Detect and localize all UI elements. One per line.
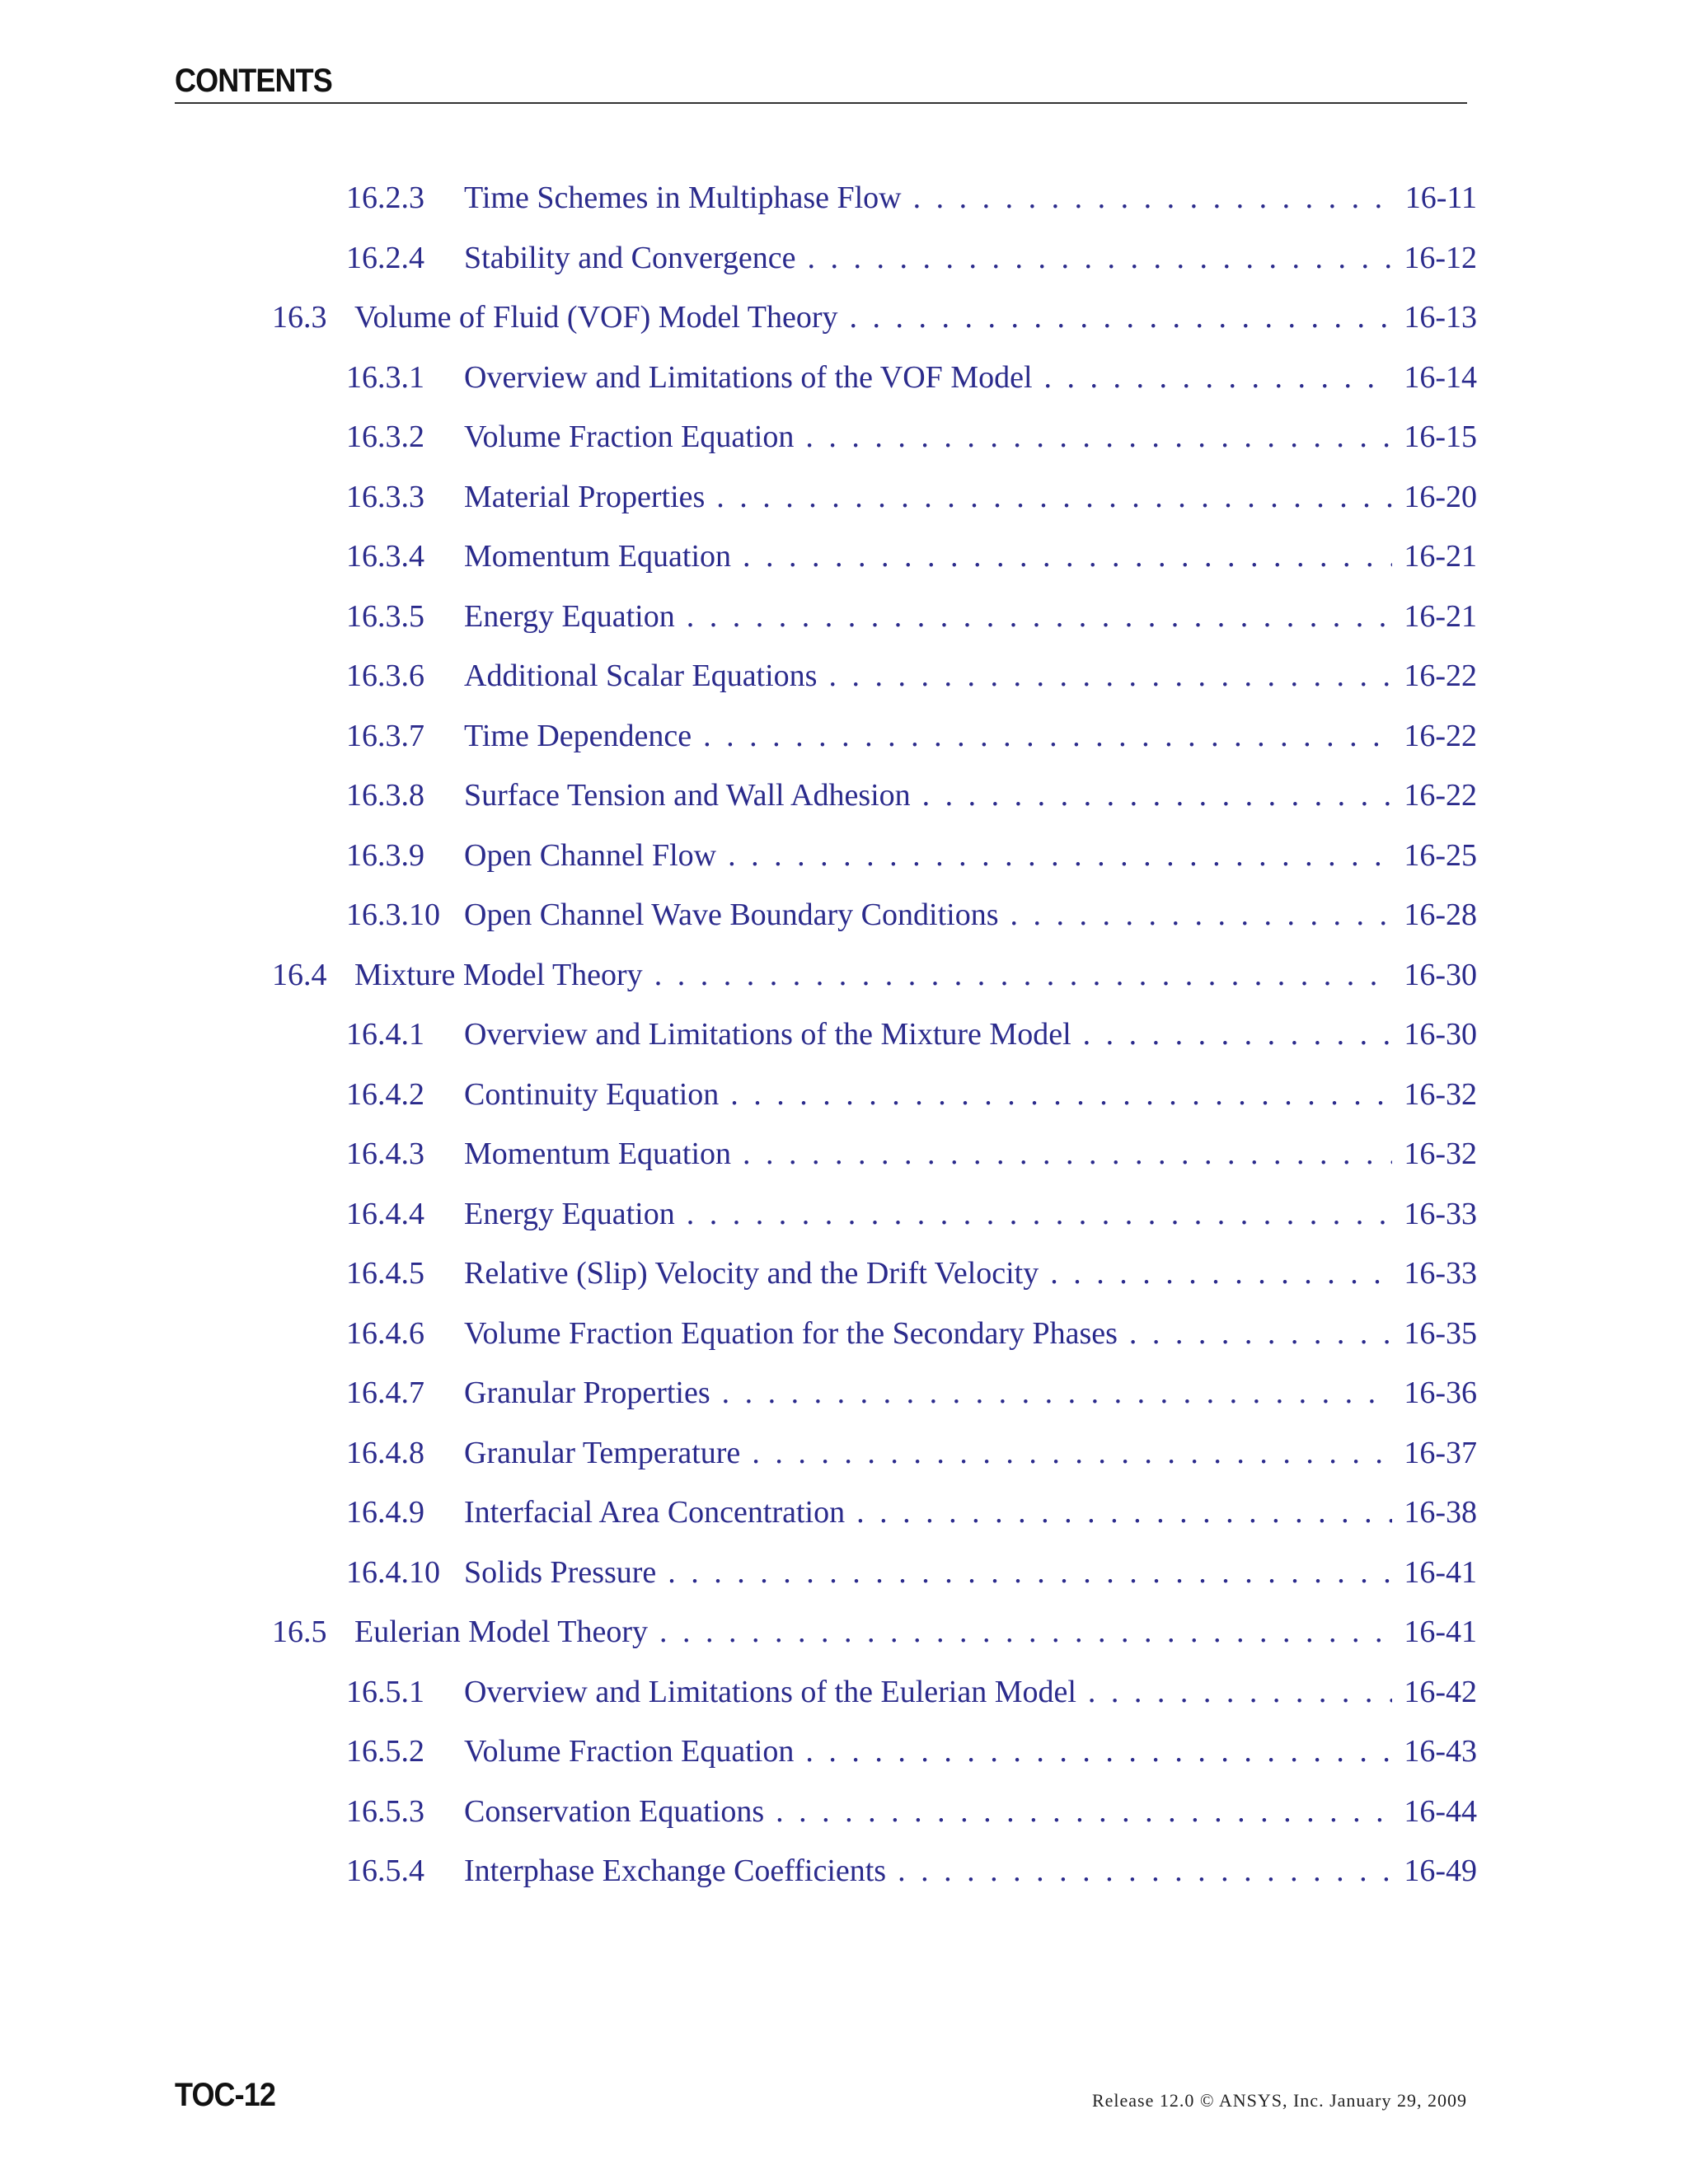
toc-entry-page[interactable]: 16-41 [1404,1615,1477,1649]
toc-entry-title[interactable]: Additional Scalar Equations [464,658,818,693]
toc-entry-page[interactable]: 16-33 [1404,1256,1477,1291]
toc-dot-leader [807,233,1392,283]
toc-entry-title[interactable]: Granular Properties [464,1376,710,1410]
toc-entry[interactable] [346,353,1477,402]
toc-entry-number: 16.4.5 [346,1256,424,1291]
toc-dot-leader [805,412,1392,462]
toc-entry-page[interactable]: 16-32 [1404,1137,1477,1171]
toc-entry-number: 16.4.2 [346,1076,424,1112]
toc-entry-number: 16.4.9 [346,1495,424,1530]
toc-entry[interactable] [346,890,1477,940]
toc-dot-leader [687,1189,1392,1239]
toc-entry-page[interactable]: 16-30 [1404,1017,1477,1052]
toc-dot-leader [687,592,1392,641]
toc-entry-number: 16.3.7 [346,718,424,753]
toc-entry-number: 16.3.5 [346,598,424,634]
toc-entry-number: 16.3 [272,300,327,335]
toc-entry-title[interactable]: Granular Temperature [464,1435,741,1470]
toc-dot-leader [716,472,1392,522]
toc-entry[interactable] [346,831,1477,880]
toc-entry-page[interactable]: 16-28 [1404,898,1477,932]
toc-dot-leader [898,1846,1392,1896]
toc-dot-leader [856,1488,1392,1537]
toc-entry-title[interactable]: Volume Fraction Equation [464,1734,795,1769]
toc-entry-page[interactable]: 16-15 [1404,419,1477,454]
toc-entry-page[interactable]: 16-41 [1404,1554,1477,1590]
toc-entry-number: 16.5.3 [346,1793,424,1829]
toc-entry-title[interactable]: Overview and Limitations of the Eulerian Model [464,1674,1076,1709]
toc-entry[interactable] [346,651,1477,701]
toc-entry-title[interactable]: Volume Fraction Equation for the Secondary Phases [464,1315,1118,1351]
toc-dot-leader [703,711,1392,761]
toc-entry[interactable] [346,233,1477,283]
toc-dot-leader [913,173,1392,223]
toc-dot-leader [1010,890,1393,940]
toc-entry-number: 16.2.3 [346,180,424,215]
toc-entry-page[interactable]: 16-22 [1404,778,1477,813]
footer-release-note: Release 12.0 © ANSYS, Inc. January 29, 2009 [1091,2090,1467,2111]
toc-entry-title[interactable]: Overview and Limitations of the VOF Model [464,359,1033,395]
toc-dot-leader [850,293,1392,342]
toc-entry-page[interactable]: 16-22 [1404,718,1477,753]
toc-entry[interactable] [346,1488,1477,1537]
footer-page-label: TOC-12 [175,2077,275,2113]
toc-entry-title[interactable]: Open Channel Wave Boundary Conditions [464,898,999,932]
toc-entry-page[interactable]: 16-14 [1404,359,1477,395]
toc-entry[interactable] [346,711,1477,761]
toc-entry-page[interactable]: 16-38 [1404,1495,1477,1530]
toc-dot-leader [1129,1309,1392,1358]
toc-entry[interactable] [346,1249,1477,1298]
toc-entry-page[interactable]: 16-35 [1404,1315,1477,1351]
toc-entry-number: 16.3.9 [346,837,424,873]
toc-entry[interactable] [346,532,1477,581]
toc-entry-page[interactable]: 16-13 [1404,300,1477,335]
toc-entry-number: 16.5 [272,1615,327,1649]
toc-entry-number: 16.3.3 [346,479,424,514]
toc-entry-title[interactable]: Time Dependence [464,718,692,753]
toc-entry[interactable] [346,173,1477,223]
toc-entry[interactable] [346,771,1477,820]
toc-entry-title[interactable]: Overview and Limitations of the Mixture Model [464,1017,1071,1052]
toc-entry-number: 16.4 [272,957,327,992]
header-rule [175,102,1467,104]
toc-entry-page[interactable]: 16-36 [1404,1376,1477,1410]
toc-dot-leader [659,1607,1392,1657]
toc-entry-number: 16.4.8 [346,1435,424,1470]
toc-entry-title[interactable]: Eulerian Model Theory [354,1615,648,1649]
toc-entry-title[interactable]: Momentum Equation [464,539,732,574]
toc-entry-page[interactable]: 16-33 [1404,1196,1477,1231]
toc-entry[interactable] [346,1309,1477,1358]
toc-entry[interactable] [272,950,1477,1000]
toc-entry-page[interactable]: 16-49 [1404,1854,1477,1888]
toc-entry-title[interactable]: Energy Equation [464,1196,675,1231]
toc-entry-title[interactable]: Open Channel Flow [464,837,717,873]
toc-entry-number: 16.3.4 [346,539,424,574]
toc-entry-number: 16.4.7 [346,1376,424,1410]
toc-dot-leader [1088,1667,1392,1717]
toc-entry-page[interactable]: 16-43 [1404,1734,1477,1769]
toc-entry-page[interactable]: 16-22 [1404,658,1477,693]
toc-entry-number: 16.3.8 [346,778,424,813]
toc-dot-leader [728,831,1392,880]
toc-entry-page[interactable]: 16-21 [1404,598,1477,634]
toc-entry-page[interactable]: 16-20 [1404,479,1477,514]
toc-dot-leader [1050,1249,1392,1298]
toc-entry-title[interactable]: Volume Fraction Equation [464,419,795,454]
toc-entry-title[interactable]: Interphase Exchange Coefficients [464,1854,887,1888]
toc-entry-title[interactable]: Time Schemes in Multiphase Flow [464,180,902,215]
toc-entry-title[interactable]: Volume of Fluid (VOF) Model Theory [354,300,838,335]
toc-dot-leader [752,1428,1392,1478]
toc-entry[interactable] [346,592,1477,641]
toc-entry-number: 16.4.3 [346,1137,424,1171]
toc-dot-leader [828,651,1392,701]
toc-entry-title[interactable]: Relative (Slip) Velocity and the Drift Velocity [464,1256,1039,1291]
toc-entry-page[interactable]: 16-44 [1404,1793,1477,1829]
toc-entry-number: 16.4.1 [346,1017,424,1052]
toc-entry-number: 16.5.4 [346,1854,424,1888]
toc-dot-leader [654,950,1392,1000]
toc-dot-leader [668,1548,1392,1597]
toc-entry[interactable] [346,1727,1477,1776]
toc-entry-title[interactable]: Continuity Equation [464,1076,720,1112]
toc-entry-page[interactable]: 16-25 [1404,837,1477,873]
toc-dot-leader [743,532,1392,581]
toc-entry[interactable] [346,1189,1477,1239]
running-head: CONTENTS [175,63,332,99]
toc-entry-number: 16.4.4 [346,1196,424,1231]
toc-entry-title[interactable]: Conservation Equations [464,1793,765,1829]
toc-entry-page[interactable]: 16-11 [1404,180,1477,215]
toc-entry-title[interactable]: Energy Equation [464,598,675,634]
toc-entry-title[interactable]: Mixture Model Theory [354,957,643,992]
toc-entry[interactable] [346,472,1477,522]
toc-entry[interactable] [346,1010,1477,1059]
toc-entry-number: 16.3.6 [346,658,424,693]
toc-dot-leader [776,1787,1392,1836]
toc-entry[interactable] [346,412,1477,462]
toc-entry[interactable] [272,293,1477,342]
toc-entry-number: 16.2.4 [346,240,424,275]
toc-entry-page[interactable]: 16-30 [1404,957,1477,992]
toc-entry[interactable] [346,1846,1477,1896]
toc-entry[interactable] [272,1607,1477,1657]
toc-entry[interactable] [346,1368,1477,1418]
toc-entry-number: 16.4.6 [346,1315,424,1351]
toc-entry-number: 16.3.10 [346,898,440,932]
toc-dot-leader [722,1368,1392,1418]
toc-entry[interactable] [346,1787,1477,1836]
toc-dot-leader [730,1070,1392,1119]
toc-entry-title[interactable]: Momentum Equation [464,1137,732,1171]
toc-entry-number: 16.4.10 [346,1554,440,1590]
toc-entry-page[interactable]: 16-32 [1404,1076,1477,1112]
toc-dot-leader [743,1129,1392,1179]
toc-dot-leader [1044,353,1392,402]
toc-entry[interactable] [346,1548,1477,1597]
toc-entry[interactable] [346,1129,1477,1179]
toc-entry-page[interactable]: 16-21 [1404,539,1477,574]
toc-entry-number: 16.5.2 [346,1734,424,1769]
toc-entry-title[interactable]: Surface Tension and Wall Adhesion [464,778,911,813]
toc-entry-number: 16.3.1 [346,359,424,395]
toc-entry-number: 16.3.2 [346,419,424,454]
toc-entry-page[interactable]: 16-42 [1404,1674,1477,1709]
toc-entry-title[interactable]: Interfacial Area Concentration [464,1495,846,1530]
toc-entry-number: 16.5.1 [346,1674,424,1709]
toc-entry-page[interactable]: 16-12 [1404,240,1477,275]
toc-entry[interactable] [346,1667,1477,1717]
toc-dot-leader [1083,1010,1392,1059]
toc-entry-title[interactable]: Stability and Convergence [464,240,796,275]
toc-dot-leader [922,771,1392,820]
toc-entry[interactable] [346,1428,1477,1478]
toc-entry-title[interactable]: Material Properties [464,479,706,514]
toc-entry-title[interactable]: Solids Pressure [464,1554,657,1590]
toc-entry-page[interactable]: 16-37 [1404,1435,1477,1470]
toc-dot-leader [805,1727,1392,1776]
toc-entry[interactable] [346,1070,1477,1119]
